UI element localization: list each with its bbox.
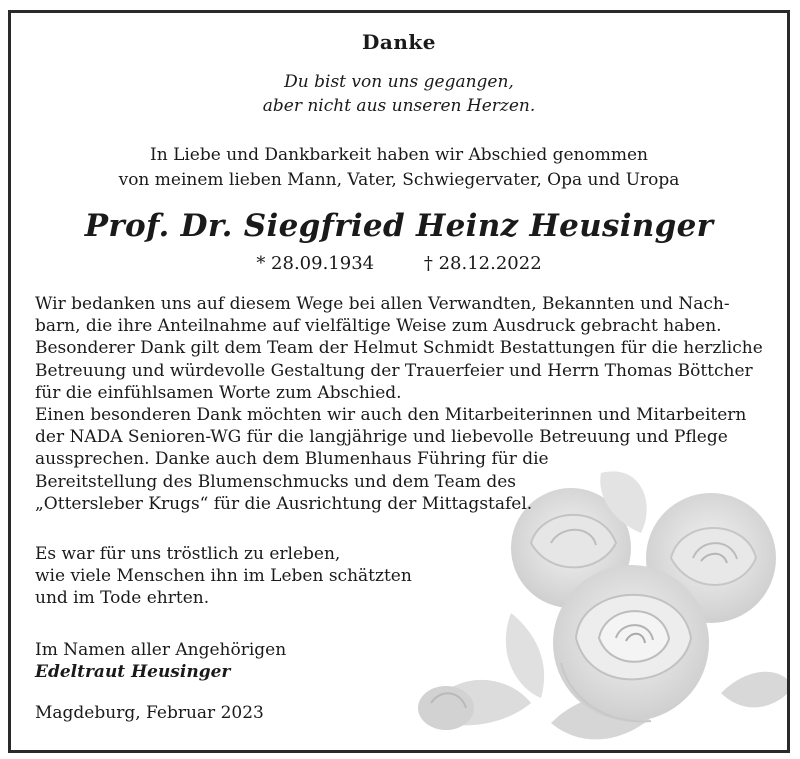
thanks-text xyxy=(35,293,775,515)
deceased-name: Prof. Dr. Siegfried Heinz Heusinger xyxy=(84,208,714,244)
intro-line: In Liebe und Dankbarkeit haben wir Abschied genommen xyxy=(150,145,648,165)
place-date: Magdeburg, Februar 2023 xyxy=(35,703,264,723)
closing-line: wie viele Menschen ihn im Leben schätzten xyxy=(35,566,412,586)
closing-text xyxy=(35,543,412,609)
life-dates xyxy=(11,253,787,274)
quote xyxy=(11,70,787,118)
text-line: der NADA Senioren-WG für die langjährige und liebevolle Betreuung und Pflege xyxy=(35,427,728,448)
text-line: für die einfühlsamen Worte zum Abschied. xyxy=(35,382,402,403)
quote-line: Du bist von uns gegangen, xyxy=(284,72,514,92)
intro-text xyxy=(11,143,787,193)
obituary-card xyxy=(8,10,790,753)
text-line: Wir bedanken uns auf diesem Wege bei allen Verwandten, Bekannten und Nach- xyxy=(35,294,730,314)
quote-line: aber nicht aus unseren Herzen. xyxy=(262,96,536,116)
heading: Danke xyxy=(362,30,436,54)
closing-line: Es war für uns tröstlich zu erleben, xyxy=(35,544,341,564)
death-date: † 28.12.2022 xyxy=(423,253,542,274)
signature-name: Edeltraut Heusinger xyxy=(35,662,231,682)
signature-intro: Im Namen aller Angehörigen xyxy=(35,640,287,660)
text-line: Bereitstellung des Blumenschmucks und dem Team des xyxy=(35,471,517,492)
intro-line: von meinem lieben Mann, Vater, Schwiegervater, Opa und Uropa xyxy=(118,170,680,190)
text-line: „Ottersleber Krugs“ für die Ausrichtung der Mittagstafel. xyxy=(35,493,533,514)
closing-line: und im Tode ehrten. xyxy=(35,588,210,608)
text-line: Betreuung und würdevolle Gestaltung der Trauerfeier und Herrn Thomas Böttcher xyxy=(35,360,753,381)
text-line: Einen besonderen Dank möchten wir auch den Mitarbeiterinnen und Mitarbeitern xyxy=(35,405,747,426)
signature-block xyxy=(35,639,286,683)
text-line: barn, die ihre Anteilnahme auf vielfältige Weise zum Ausdruck gebracht haben. xyxy=(35,316,722,337)
text-line: Besonderer Dank gilt dem Team der Helmut Schmidt Bestattungen für die herzliche xyxy=(35,338,763,359)
text-line: aussprechen. Danke auch dem Blumenhaus Führing für die xyxy=(35,449,549,470)
birth-date: * 28.09.1934 xyxy=(256,253,375,274)
